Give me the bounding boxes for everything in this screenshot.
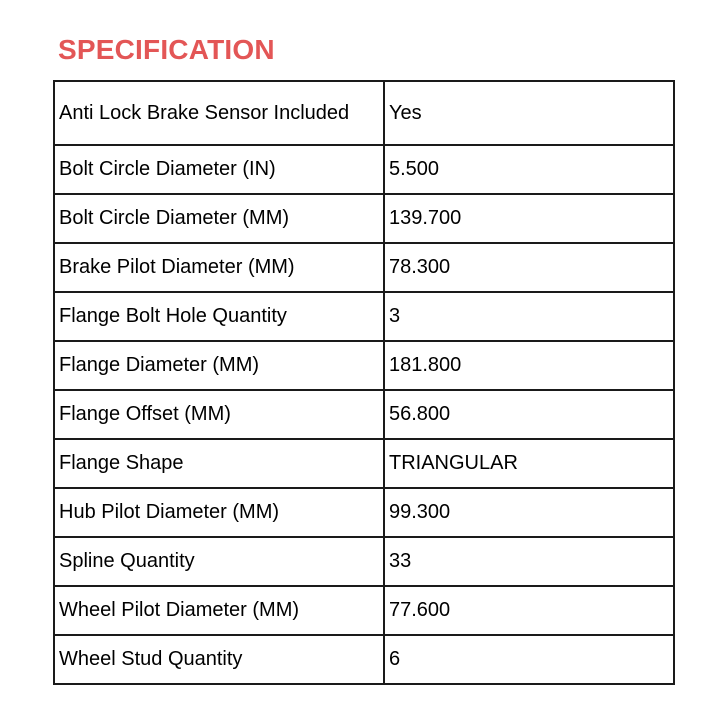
spec-value: 77.600 [384,586,674,635]
spec-label: Flange Shape [54,439,384,488]
table-row [54,194,674,243]
table-row [54,635,674,684]
spec-value: 181.800 [384,341,674,390]
table-row [54,488,674,537]
spec-label: Flange Offset (MM) [54,390,384,439]
table-row [54,537,674,586]
spec-value: 5.500 [384,145,674,194]
spec-value: TRIANGULAR [384,439,674,488]
spec-label: Hub Pilot Diameter (MM) [54,488,384,537]
table-row [54,292,674,341]
spec-value: 3 [384,292,674,341]
table-row [54,439,674,488]
spec-value: 6 [384,635,674,684]
spec-value: 78.300 [384,243,674,292]
spec-label: Wheel Pilot Diameter (MM) [54,586,384,635]
spec-label: Flange Diameter (MM) [54,341,384,390]
spec-label: Bolt Circle Diameter (MM) [54,194,384,243]
table-row [54,586,674,635]
table-row [54,81,674,145]
spec-label: Wheel Stud Quantity [54,635,384,684]
spec-value: 99.300 [384,488,674,537]
table-row [54,341,674,390]
spec-value: Yes [384,81,674,145]
spec-label: Brake Pilot Diameter (MM) [54,243,384,292]
spec-value: 56.800 [384,390,674,439]
spec-table [53,80,675,685]
spec-title: SPECIFICATION [58,34,275,65]
spec-label: Flange Bolt Hole Quantity [54,292,384,341]
spec-value: 33 [384,537,674,586]
table-row [54,390,674,439]
table-row [54,145,674,194]
table-row [54,243,674,292]
spec-label: Anti Lock Brake Sensor Included [54,81,384,145]
spec-value: 139.700 [384,194,674,243]
spec-label: Spline Quantity [54,537,384,586]
spec-label: Bolt Circle Diameter (IN) [54,145,384,194]
